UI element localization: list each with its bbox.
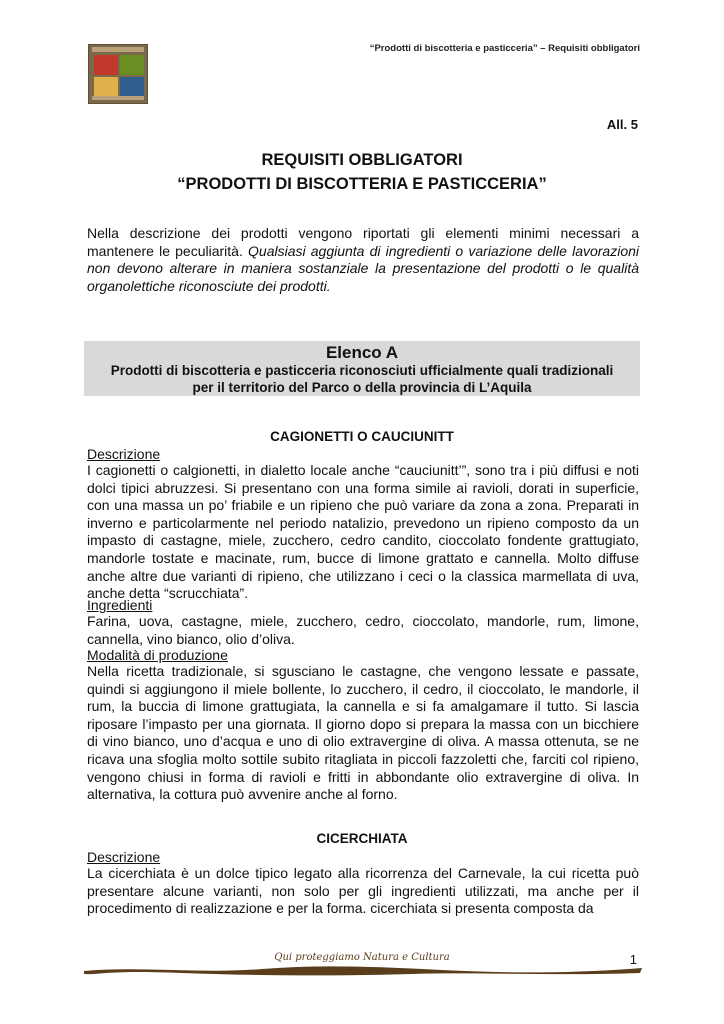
produzione-heading: Modalità di produzione (87, 647, 228, 663)
elenco-title: Elenco A (325, 343, 399, 362)
park-logo (88, 44, 148, 104)
descrizione-text: I cagionetti o calgionetti, in dialetto locale anche “cauciunitt’”, sono tra i più diffusi e noti dolci tipici abruzzesi. Si presentano con una forma simile ai ravioli, dorati in superficie, con una massa un po’ friabile e un ripieno che può variare da zona a zona. Preparati in inverno e particolarmente nel periodo natalizio, prevedono un ripieno composto da un impasto di castagne, miele, zucchero, cedro candito, cioccolato fondente grattugiato, mandorle tostate e macinate, rum, bucce di limone grattato e cannella. Molto diffuse anche altre due varianti di ripieno, che utilizzano i ceci o la classica marmellata di uva, anche detta “scrucchiata”. (87, 462, 639, 602)
elenco-subtitle-line2: per il territorio del Parco o della provincia di L’Aquila (192, 379, 532, 395)
annex-label: All. 5 (606, 117, 638, 132)
page-number: 1 (629, 952, 637, 967)
intro-italic-text: Qualsiasi aggiunta di ingredienti o variazione delle lavorazioni non devono alterare in maniera sostanziale la presentazione del prodotti o le qualità organolettiche riconosciute dei prodotti. (87, 242, 640, 294)
intro-plain-text: Nella descrizione dei prodotti vengono riportati gli elementi minimi necessari a mantenere le peculiarità. (87, 225, 639, 259)
ingredienti-text: Farina, uova, castagne, miele, zucchero, cedro, cioccolato, mandorle, rum, limone, cannella, vino bianco, olio d’oliva. (87, 613, 639, 647)
footer-motto: Qui proteggiamo Natura e Cultura (274, 952, 450, 963)
elenco-subtitle-line1: Prodotti di biscotteria e pasticceria riconosciuti ufficialmente quali tradizionali (110, 363, 614, 378)
descrizione-heading: Descrizione (87, 446, 161, 462)
logo-band-top (92, 47, 144, 52)
descrizione-text: La cicerchiata è un dolce tipico legato alla ricorrenza del Carnevale, la cui ricetta può presentare alcune varianti, non solo per gli ingredienti utilizzati, ma anche per il procedimento di realizzazione e per la forma. cicerchiata si presenta composta da (87, 865, 639, 917)
intro-paragraph (87, 225, 639, 295)
logo-tile-green (120, 55, 144, 75)
descrizione-heading: Descrizione (87, 849, 161, 865)
document-title: REQUISITI OBBLIGATORI (261, 151, 463, 169)
logo-tile-red (94, 55, 118, 75)
ingredienti-heading: Ingredienti (87, 597, 153, 613)
elenco-banner (84, 341, 640, 396)
document-subtitle: “PRODOTTI DI BISCOTTERIA E PASTICCERIA” (177, 175, 547, 193)
logo-tile-blue (120, 77, 144, 97)
logo-band-bottom (92, 96, 144, 100)
logo-tile-yellow (94, 77, 118, 97)
produzione-text: Nella ricetta tradizionale, si sgusciano le castagne, che vengono lessate e passate, quindi si aggiungono il miele bollente, lo zucchero, il cedro, il cioccolato, le mandorle, il rum, la buccia di limone grattugiata, la cannella e si fa amalgamare il tutto. Si lascia riposare l’impasto per una giornata. Il giorno dopo si prepara la massa con un bicchiere di vino bianco, uno d’acqua e uno di olio extravergine di oliva. A massa ottenuta, se ne ricava una sfoglia molto sottile subito ritagliata in piccoli fazzoletti che, farciti col ripieno, vengono chiusi in forma di ravioli e fritti in abbondante olio extravergine di oliva. In alternativa, la cottura può avvenire anche al forno. (87, 663, 639, 803)
footer-brush-stroke (82, 963, 644, 977)
product-title: CAGIONETTI O CAUCIUNITT (270, 429, 454, 444)
product-title: CICERCHIATA (316, 831, 408, 846)
running-header: “Prodotti di biscotteria e pasticceria” – Requisiti obbligatori (369, 43, 640, 54)
